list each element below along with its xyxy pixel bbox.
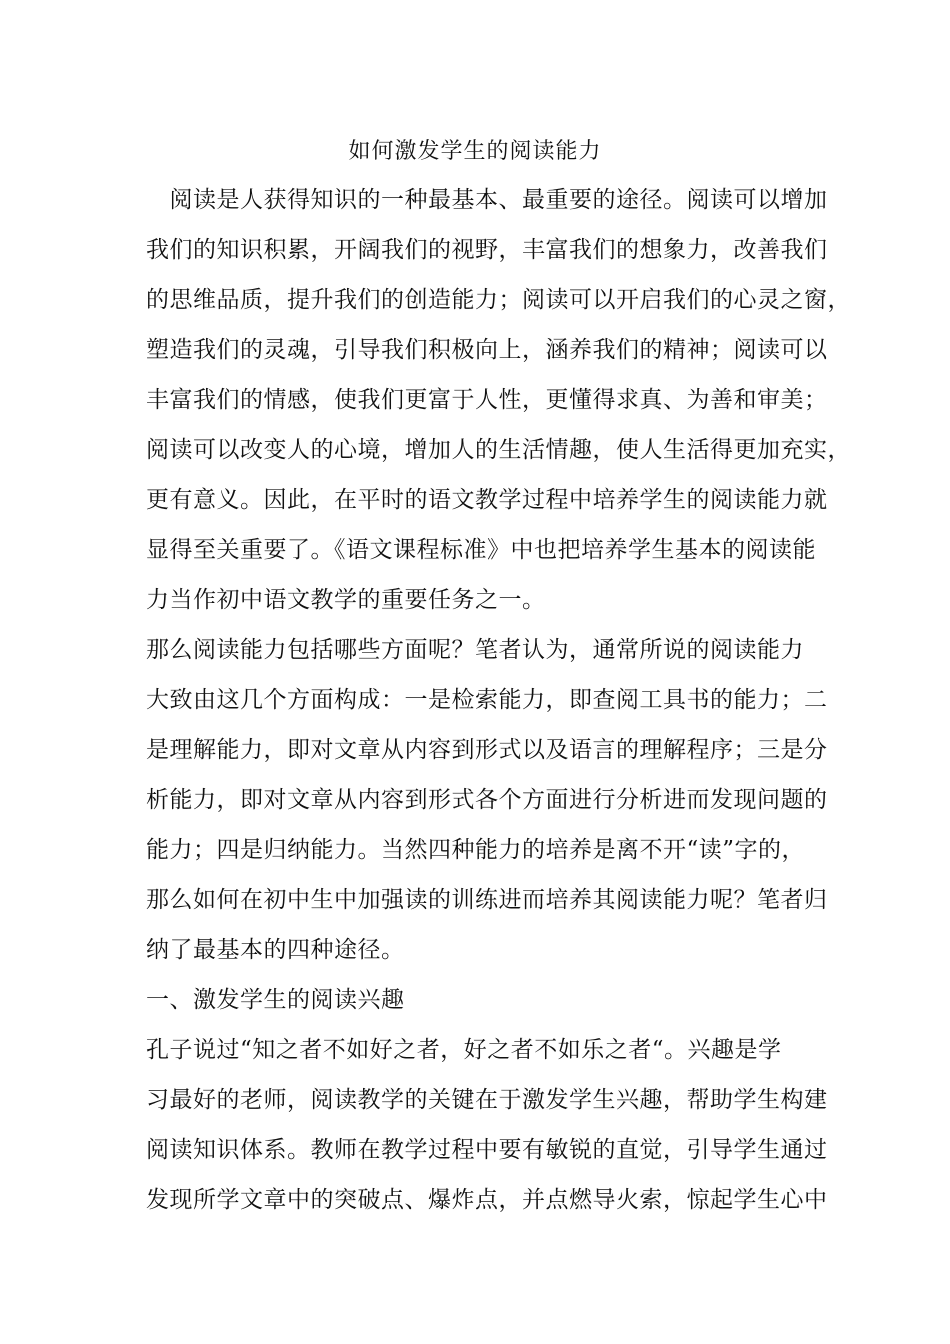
text-line: 能力；四是归纳能力。当然四种能力的培养是离不开“读”字的， [146,837,806,863]
text-line: 的思维品质，提升我们的创造能力；阅读可以开启我们的心灵之窗， [146,287,851,313]
text-line: 阅读可以改变人的心境，增加人的生活情趣，使人生活得更加充实， [146,437,851,463]
document-title: 如何激发学生的阅读能力 [348,139,602,164]
text-line: 大致由这几个方面构成：一是检索能力，即查阅工具书的能力；二 [146,687,828,713]
text-line: 显得至关重要了。《语文课程标准》中也把培养学生基本的阅读能 [146,537,816,563]
text-line: 力当作初中语文教学的重要任务之一。 [146,587,546,613]
text-line: 发现所学文章中的突破点、爆炸点，并点燃导火索，惊起学生心中 [146,1187,828,1213]
text-line: 纳了最基本的四种途径。 [146,937,405,963]
text-line: 那么阅读能力包括哪些方面呢？笔者认为，通常所说的阅读能力 [146,637,804,663]
section-heading: 一、激发学生的阅读兴趣 [146,987,405,1013]
text-line: 习最好的老师，阅读教学的关键在于激发学生兴趣，帮助学生构建 [146,1087,828,1113]
text-line: 那么如何在初中生中加强读的训练进而培养其阅读能力呢？笔者归 [146,887,828,913]
text-line: 更有意义。因此，在平时的语文教学过程中培养学生的阅读能力就 [146,487,828,513]
text-line: 塑造我们的灵魂，引导我们积极向上，涵养我们的精神；阅读可以 [146,337,828,363]
text-line: 阅读知识体系。教师在教学过程中要有敏锐的直觉，引导学生通过 [146,1137,828,1163]
text-line: 我们的知识积累，开阔我们的视野，丰富我们的想象力，改善我们 [146,237,828,263]
text-line: 是理解能力，即对文章从内容到形式以及语言的理解程序；三是分 [146,737,828,763]
text-line: 孔子说过“知之者不如好之者，好之者不如乐之者“。兴趣是学 [146,1037,782,1063]
text-line: 阅读是人获得知识的一种最基本、最重要的途径。阅读可以增加 [146,187,828,213]
text-line: 析能力，即对文章从内容到形式各个方面进行分析进而发现问题的 [146,787,828,813]
text-line: 丰富我们的情感，使我们更富于人性，更懂得求真、为善和审美； [146,387,828,413]
